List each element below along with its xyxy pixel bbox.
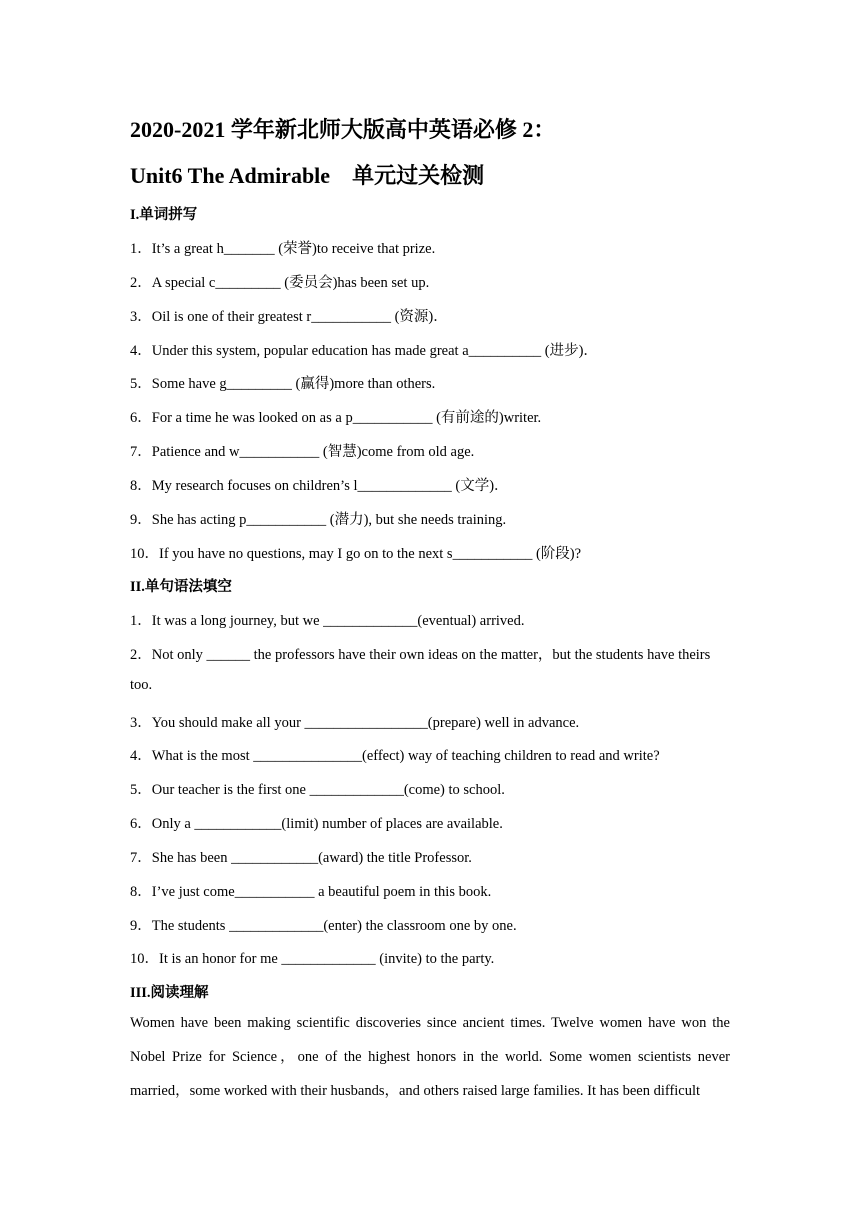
vocab-item-3: 3．Oil is one of their greatest r___________ (资源)． — [130, 309, 448, 325]
vocab-item-8: 8．My research focuses on children’s l_____________ (文学)． — [130, 478, 509, 494]
vocab-item-4: 4．Under this system, popular education has made great a__________ (进步)． — [130, 343, 598, 359]
section2-heading: II.单句语法填空 — [130, 579, 232, 595]
vocab-item-1: 1．It’s a great h_______ (荣誉)to receive that prize. — [130, 241, 436, 257]
grammar-item-10: 10．It is an honor for me _____________ (invite) to the party. — [130, 951, 495, 967]
grammar-item-8: 8．I’ve just come___________ a beautiful poem in this book. — [130, 884, 492, 900]
document-title-line2: Unit6 The Admirable 单元过关检测 — [130, 163, 485, 188]
grammar-item-5: 5．Our teacher is the first one _____________(come) to school. — [130, 782, 505, 798]
reading-passage: Women have been making scientific discoveries since ancient times. Twelve women have won the Nobel Prize for Science，one of the highest honors in the world. Some women scientists never married，some worked with their husbands，and others raised large families. It has been difficult — [130, 1015, 730, 1099]
section3-heading: III.阅读理解 — [130, 985, 209, 1001]
grammar-item-2: 2．Not only ______ the professors have their own ideas on the matter，but the students have theirs — [130, 647, 711, 663]
grammar-item-9: 9．The students _____________(enter) the classroom one by one. — [130, 918, 517, 934]
grammar-item-1: 1．It was a long journey, but we _____________(eventual) arrived. — [130, 613, 525, 629]
vocab-item-7: 7．Patience and w___________ (智慧)come from old age. — [130, 444, 475, 460]
section1-heading: I.单词拼写 — [130, 207, 198, 223]
grammar-item-2-continued: too. — [130, 677, 153, 693]
vocab-item-10: 10．If you have no questions, may I go on to the next s___________ (阶段)? — [130, 546, 582, 562]
grammar-item-7: 7．She has been ____________(award) the title Professor. — [130, 850, 472, 866]
grammar-item-6: 6．Only a ____________(limit) number of places are available. — [130, 816, 503, 832]
grammar-item-3: 3．You should make all your _________________(prepare) well in advance. — [130, 715, 580, 731]
document-title-line1: 2020-2021 学年新北师大版高中英语必修 2： — [130, 117, 556, 142]
grammar-item-4: 4．What is the most _______________(effect) way of teaching children to read and write? — [130, 748, 660, 764]
vocab-item-9: 9．She has acting p___________ (潜力), but she needs training. — [130, 512, 507, 528]
vocab-item-6: 6．For a time he was looked on as a p___________ (有前途的)writer. — [130, 410, 542, 426]
vocab-item-5: 5．Some have g_________ (赢得)more than others. — [130, 376, 436, 392]
vocab-item-2: 2．A special c_________ (委员会)has been set up. — [130, 275, 430, 291]
